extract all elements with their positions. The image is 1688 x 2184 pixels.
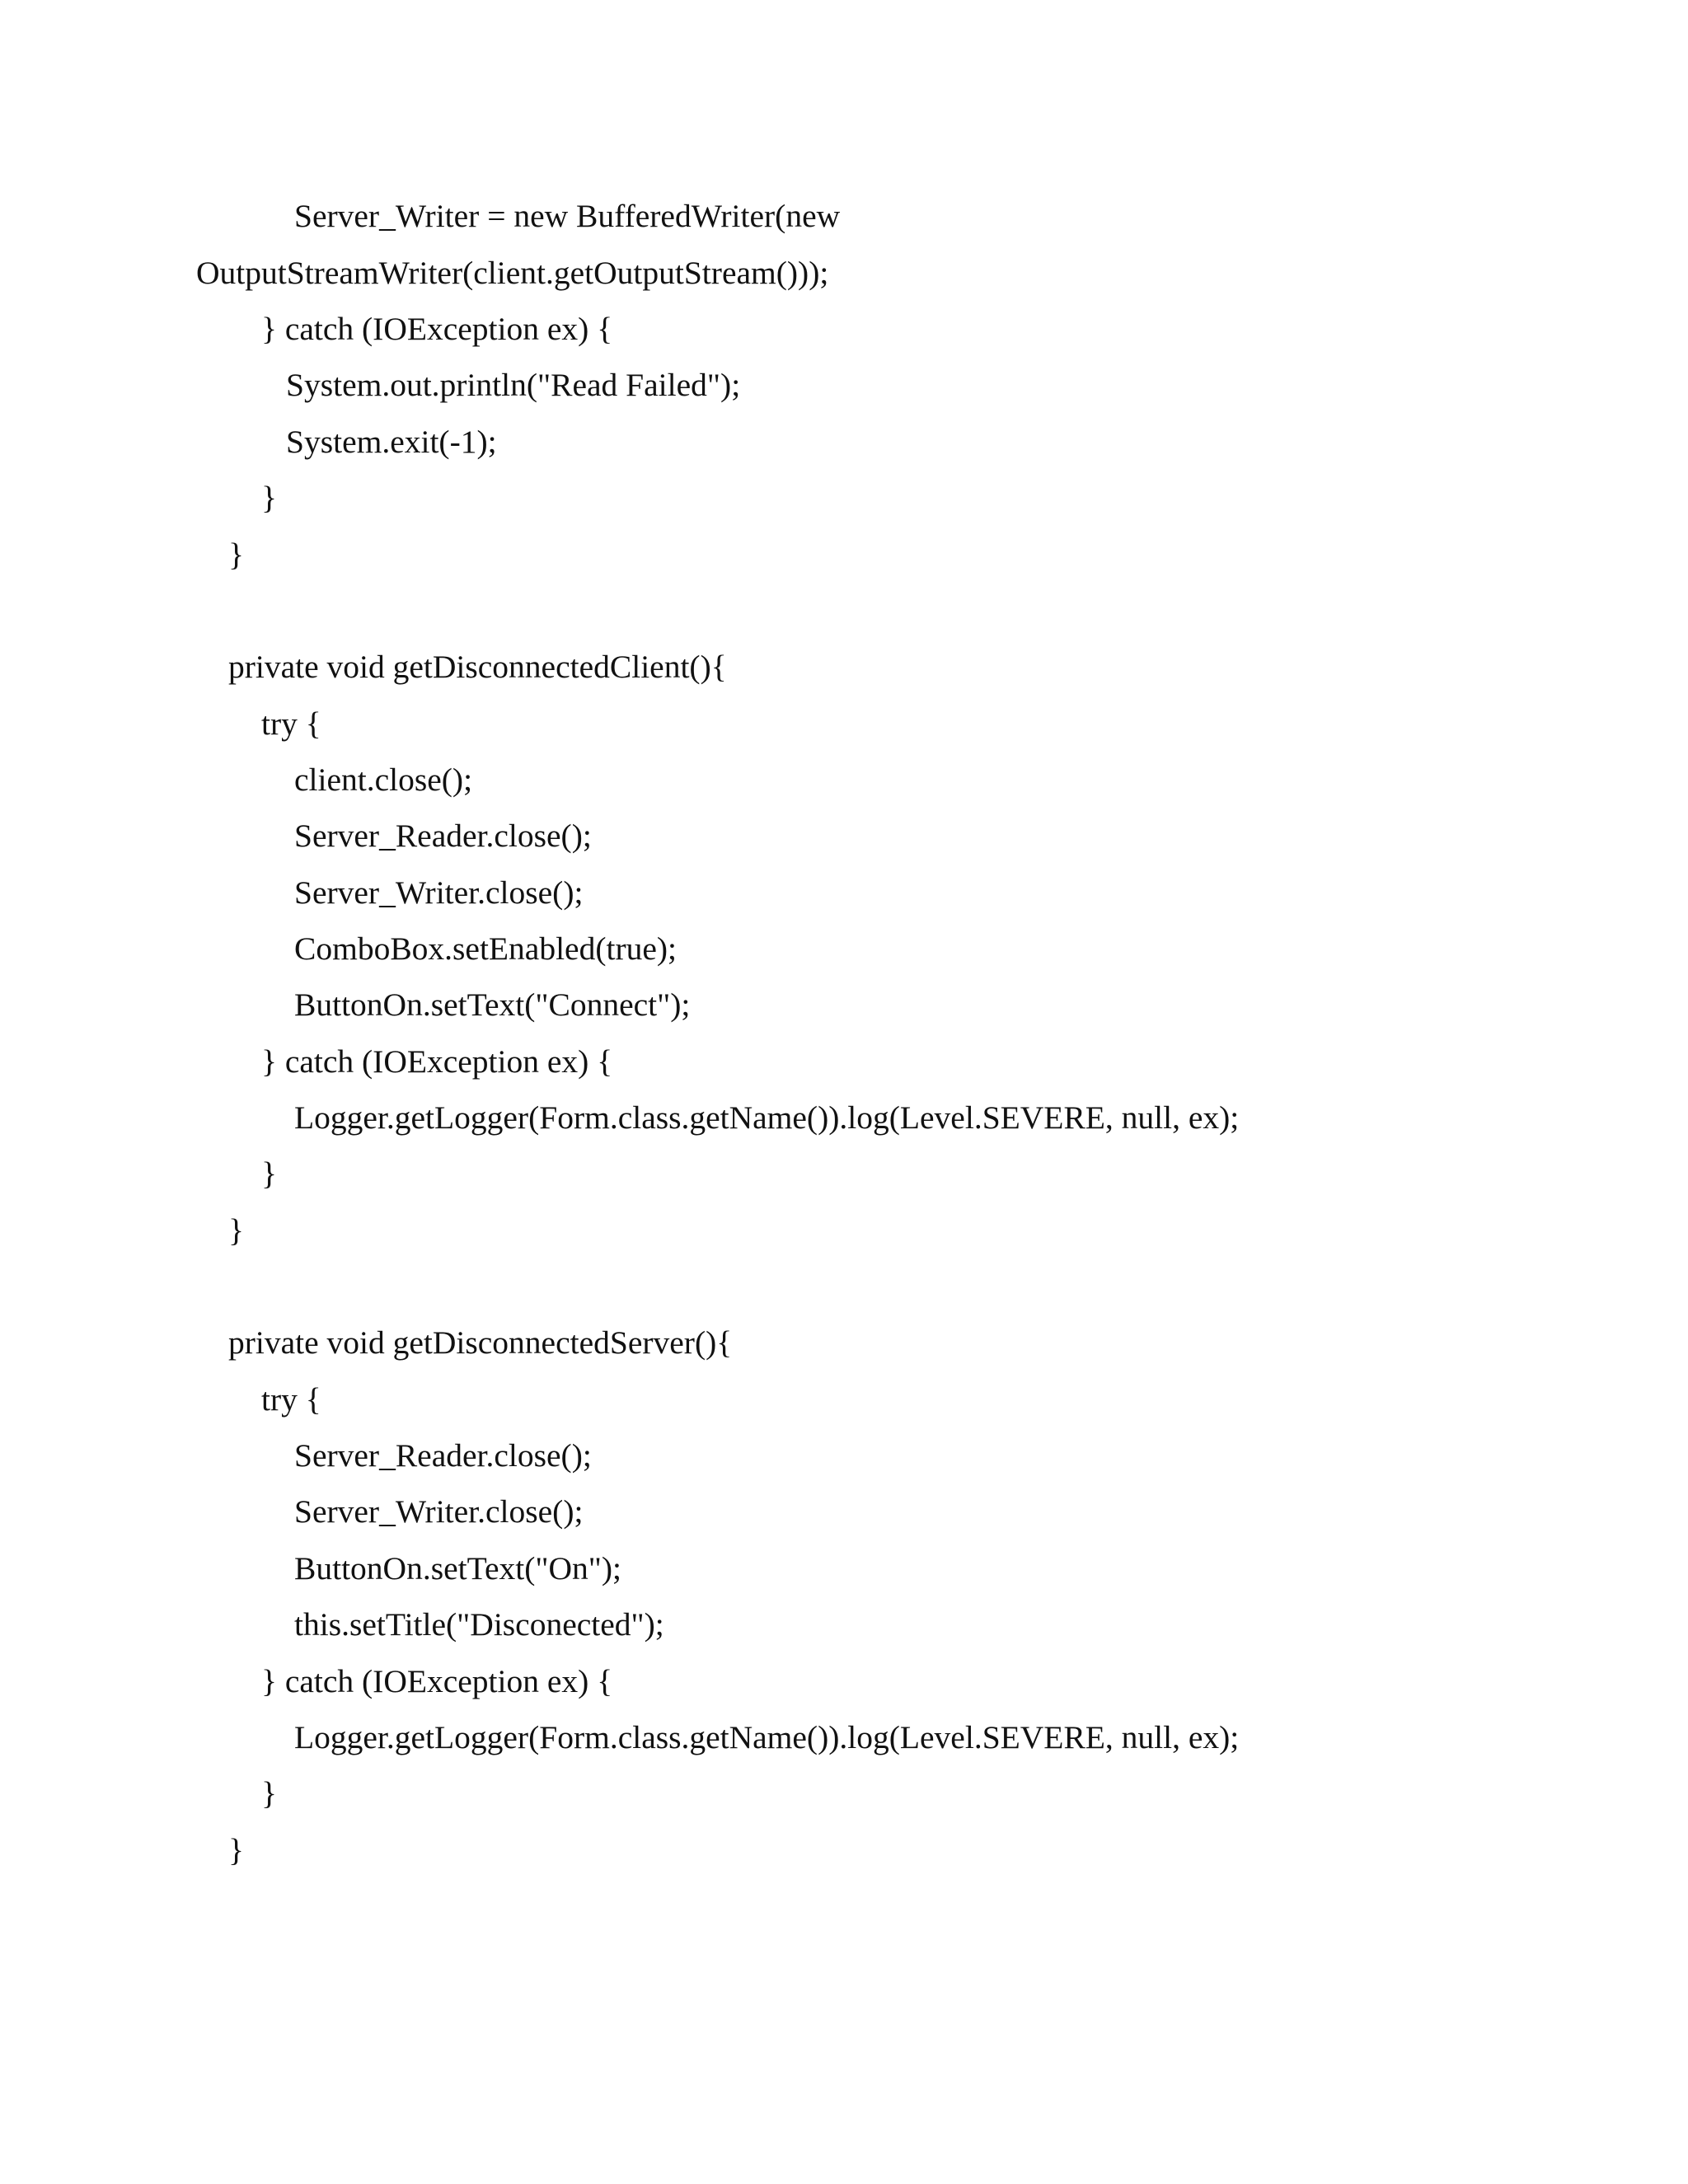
code-line: client.close(); [294, 762, 473, 798]
code-line: } [228, 1212, 244, 1249]
code-line: ButtonOn.setText("On"); [294, 1550, 622, 1586]
code-line: Server_Reader.close(); [294, 818, 592, 854]
code-line: } catch (IOException ex) { [261, 1663, 613, 1699]
code-line: Logger.getLogger(Form.class.getName()).log(Level.SEVERE, null, ex); [294, 1099, 1240, 1136]
code-line: System.exit(-1); [286, 424, 497, 460]
code-line: System.out.println("Read Failed"); [286, 367, 741, 403]
code-line: Server_Writer.close(); [294, 1493, 584, 1530]
code-line: private void getDisconnectedClient(){ [228, 649, 727, 685]
code-line: } [228, 537, 244, 573]
code-line: } [261, 1155, 277, 1192]
code-line: Server_Reader.close(); [294, 1437, 592, 1474]
code-line: try { [261, 705, 321, 742]
code-line: } [261, 1775, 277, 1811]
code-line: Server_Writer.close(); [294, 874, 584, 911]
code-line: } catch (IOException ex) { [261, 311, 613, 347]
code-line: } [261, 480, 277, 516]
code-line: try { [261, 1381, 321, 1418]
code-line: } [228, 1832, 244, 1868]
code-line: Server_Writer = new BufferedWriter(new [294, 198, 841, 234]
code-line: ComboBox.setEnabled(true); [294, 930, 678, 967]
code-line: this.setTitle("Disconected"); [294, 1606, 664, 1643]
code-line: Logger.getLogger(Form.class.getName()).log(Level.SEVERE, null, ex); [294, 1719, 1240, 1755]
code-line: } catch (IOException ex) { [261, 1043, 613, 1080]
code-line: ButtonOn.setText("Connect"); [294, 987, 691, 1023]
code-line: OutputStreamWriter(client.getOutputStream())); [196, 255, 829, 291]
code-line: private void getDisconnectedServer(){ [228, 1324, 733, 1361]
